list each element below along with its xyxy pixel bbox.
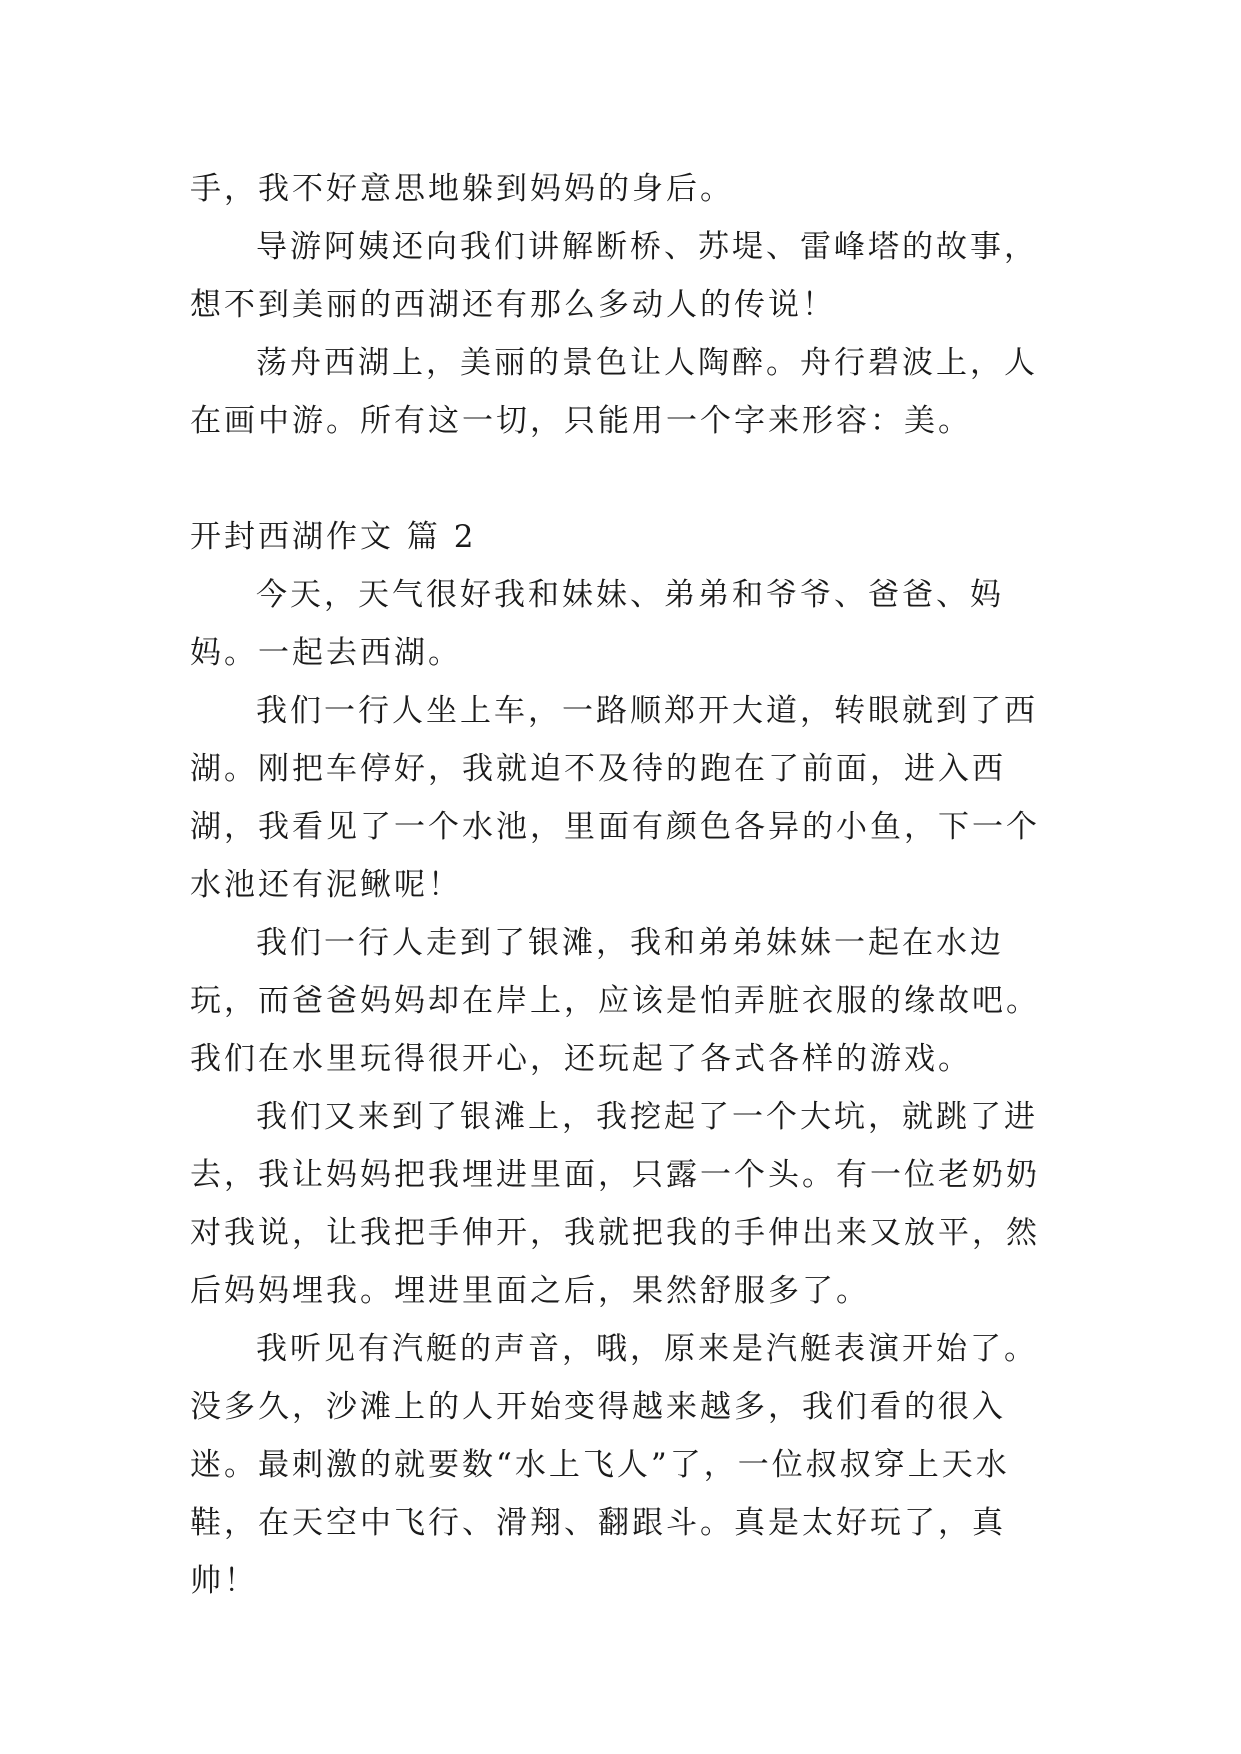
paragraph: 我们一行人坐上车，一路顺郑开大道，转眼就到了西湖。刚把车停好，我就迫不及待的跑在了前面，进入西湖，我看见了一个水池，里面有颜色各异的小鱼，下一个水池还有泥鳅呢！ — [190, 693, 1040, 903]
paragraph-continuation: 手，我不好意思地躲到妈妈的身后。 — [190, 171, 734, 207]
paragraph: 我听见有汽艇的声音，哦，原来是汽艇表演开始了。没多久，沙滩上的人开始变得越来越多，我们看的很入迷。最刺激的就要数“水上飞人”了，一位叔叔穿上天水鞋，在天空中飞行、滑翔、翻跟斗。真是太好玩了，真帅！ — [190, 1331, 1038, 1599]
section-heading: 开封西湖作文 篇 2 — [190, 519, 477, 555]
paragraph: 导游阿姨还向我们讲解断桥、苏堤、雷峰塔的故事，想不到美丽的西湖还有那么多动人的传说！ — [190, 229, 1038, 323]
document-body — [190, 160, 1068, 1610]
paragraph: 荡舟西湖上，美丽的景色让人陶醉。舟行碧波上，人在画中游。所有这一切，只能用一个字来形容：美。 — [190, 345, 1038, 439]
paragraph: 今天，天气很好我和妹妹、弟弟和爷爷、爸爸、妈妈。一起去西湖。 — [190, 577, 1004, 671]
paragraph: 我们一行人走到了银滩，我和弟弟妹妹一起在水边玩，而爸爸妈妈却在岸上，应该是怕弄脏衣服的缘故吧。我们在水里玩得很开心，还玩起了各式各样的游戏。 — [190, 925, 1040, 1077]
paragraph: 我们又来到了银滩上，我挖起了一个大坑，就跳了进去，我让妈妈把我埋进里面，只露一个头。有一位老奶奶对我说，让我把手伸开，我就把我的手伸出来又放平，然后妈妈埋我。埋进里面之后，果然舒服多了。 — [190, 1099, 1040, 1309]
